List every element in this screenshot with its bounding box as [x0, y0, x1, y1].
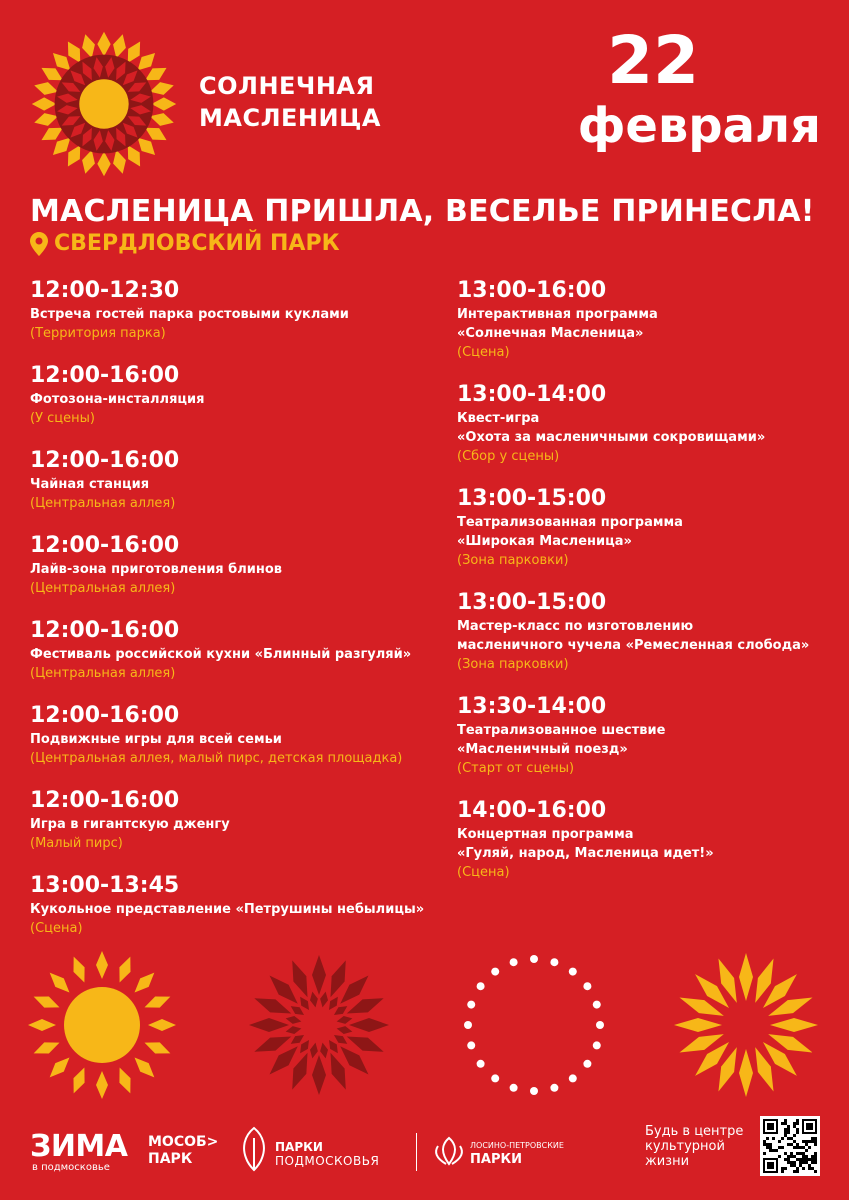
qr-code-icon[interactable] — [760, 1116, 820, 1176]
event-place: (Сцена) — [457, 345, 510, 360]
event-title: Фестиваль российской кухни «Блинный разгуляй» — [30, 647, 412, 662]
lp-parks-logo-line2: ПАРКИ — [470, 1152, 522, 1167]
schedule-event — [30, 702, 450, 768]
mosobl-park-logo — [148, 1134, 218, 1168]
parks-logo-line1: ПАРКИ — [275, 1140, 323, 1154]
mosobl-park-line2: ПАРК — [148, 1151, 193, 1167]
event-time: 13:00-13:45 — [30, 873, 180, 898]
event-title: Подвижные игры для всей семьи — [30, 732, 282, 747]
event-title: Театрализованное шествие «Масленичный поезд» — [457, 723, 666, 757]
event-time: 12:00-16:00 — [30, 788, 180, 813]
event-title: Квест-игра «Охота за масленичными сокровищами» — [457, 411, 766, 445]
event-place: (Сцена) — [30, 921, 83, 936]
decorative-yellow-sun-icon — [22, 945, 182, 1105]
event-time: 13:00-14:00 — [457, 382, 607, 407]
event-time: 12:00-16:00 — [30, 363, 180, 388]
event-title: Встреча гостей парка ростовыми куклами — [30, 307, 349, 322]
parks-logo-line2: ПОДМОСКОВЬЯ — [275, 1154, 380, 1168]
event-time: 14:00-16:00 — [457, 798, 607, 823]
festival-sun-logo-icon — [28, 28, 180, 180]
event-title: Мастер-класс по изготовлению масленичного чучела «Ремесленная слобода» — [457, 619, 810, 653]
schedule-event — [30, 787, 450, 853]
brand-name-line1: СОЛНЕЧНАЯ — [199, 72, 375, 100]
lp-parks-logo-line1: ЛОСИНО-ПЕТРОВСКИЕ — [470, 1141, 564, 1150]
event-time: 13:00-16:00 — [457, 278, 607, 303]
mosobl-park-line1: МОСОБ> — [148, 1134, 219, 1150]
event-place: (Зона парковки) — [457, 657, 569, 672]
brand-name-line2: МАСЛЕНИЦА — [199, 104, 381, 132]
event-title: Кукольное представление «Петрушины небылицы» — [30, 902, 425, 917]
schedule-event — [30, 617, 450, 683]
decorative-dotted-circle-icon — [454, 945, 614, 1105]
page-headline: МАСЛЕНИЦА ПРИШЛА, ВЕСЕЛЬЕ ПРИНЕСЛА! — [30, 194, 815, 229]
event-place: (Сбор у сцены) — [457, 449, 560, 464]
event-place: (Центральная аллея) — [30, 496, 176, 511]
event-time: 13:30-14:00 — [457, 694, 607, 719]
zima-logo: ЗИМА — [30, 1129, 128, 1164]
schedule-event — [457, 381, 837, 466]
event-time: 12:00-16:00 — [30, 703, 180, 728]
location-pin-icon — [30, 232, 48, 256]
location-label — [30, 231, 340, 256]
schedule-right-column — [457, 277, 837, 901]
event-time: 12:00-16:00 — [30, 448, 180, 473]
event-date-month: февраля — [577, 98, 821, 154]
schedule-left-column — [30, 277, 450, 957]
schedule-event — [30, 277, 450, 343]
event-time: 12:00-12:30 — [30, 278, 180, 303]
event-title: Игра в гигантскую дженгу — [30, 817, 230, 832]
schedule-event — [457, 589, 837, 674]
event-place: (Малый пирс) — [30, 836, 123, 851]
zima-logo-subtitle: в подмосковье — [32, 1162, 110, 1173]
schedule-event — [30, 532, 450, 598]
event-title: Фотозона-инсталляция — [30, 392, 205, 407]
lp-parks-leaf-icon — [432, 1134, 466, 1168]
event-place: (Центральная аллея, малый пирс, детская площадка) — [30, 751, 403, 766]
logo-divider — [416, 1133, 417, 1171]
schedule-event — [30, 872, 450, 938]
event-place: (Сцена) — [457, 865, 510, 880]
event-time: 13:00-15:00 — [457, 590, 607, 615]
event-date-day: 22 — [607, 22, 699, 99]
decorative-yellow-ray-sun-icon — [666, 945, 826, 1105]
schedule-event — [30, 362, 450, 428]
parks-leaf-icon — [238, 1124, 270, 1172]
event-place: (У сцены) — [30, 411, 95, 426]
event-time: 12:00-16:00 — [30, 533, 180, 558]
event-title: Лайв-зона приготовления блинов — [30, 562, 283, 577]
event-place: (Старт от сцены) — [457, 761, 575, 776]
decorative-dark-sun-icon — [239, 945, 399, 1105]
event-title: Театрализованная программа «Широкая Масленица» — [457, 515, 683, 549]
schedule-event — [457, 797, 837, 882]
schedule-event — [457, 693, 837, 778]
event-time: 12:00-16:00 — [30, 618, 180, 643]
schedule-event — [457, 485, 837, 570]
schedule-event — [457, 277, 837, 362]
event-time: 13:00-15:00 — [457, 486, 607, 511]
event-place: (Зона парковки) — [457, 553, 569, 568]
location-name: СВЕРДЛОВСКИЙ ПАРК — [54, 231, 340, 256]
event-place: (Центральная аллея) — [30, 666, 176, 681]
schedule-event — [30, 447, 450, 513]
event-title: Чайная станция — [30, 477, 150, 492]
cta-text: Будь в центре культурной жизни — [645, 1124, 744, 1169]
event-place: (Территория парка) — [30, 326, 166, 341]
event-place: (Центральная аллея) — [30, 581, 176, 596]
event-title: Интерактивная программа «Солнечная Масленица» — [457, 307, 658, 341]
event-title: Концертная программа «Гуляй, народ, Масленица идет!» — [457, 827, 714, 861]
